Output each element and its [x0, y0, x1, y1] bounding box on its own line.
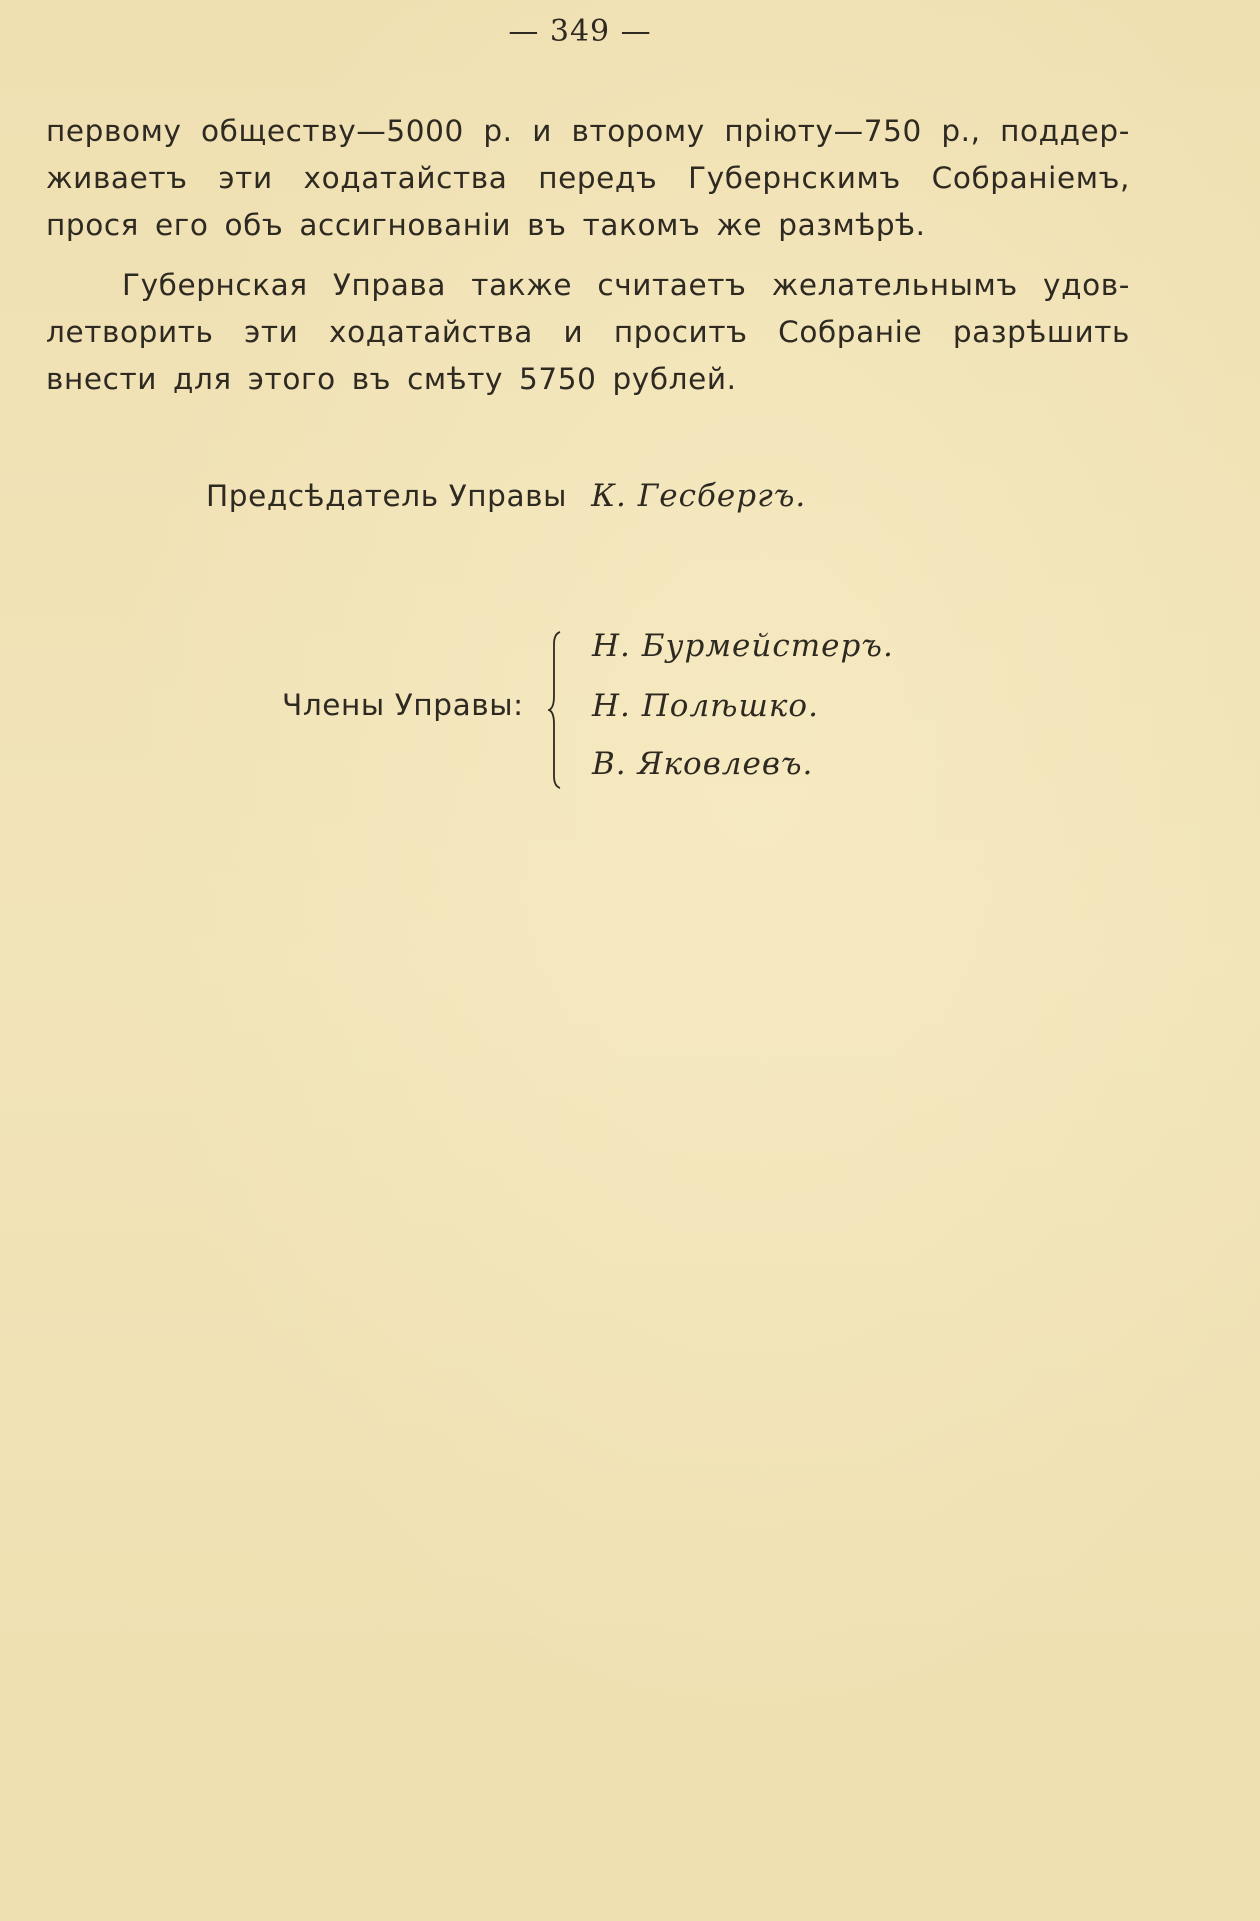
paragraph-line: внести для этого въ смѣту 5750 рублей.	[46, 362, 737, 396]
paragraph-line: первому обществу—5000 р. и второму прiюту—750 р., поддер-	[46, 114, 1130, 148]
chairman-signature-line	[206, 478, 806, 514]
paragraph-line: прося его объ ассигнованiи въ такомъ же размѣрѣ.	[46, 208, 926, 242]
member-name: Н. Полѣшко.	[592, 688, 819, 724]
curly-brace-icon	[548, 630, 564, 790]
paragraph-line: летворить эти ходатайства и проситъ Собранiе разрѣшить	[46, 315, 1130, 349]
member-name: В. Яковлевъ.	[592, 746, 814, 782]
paragraph-line: Губернская Управа также считаетъ желательнымъ удов-	[122, 268, 1130, 302]
paragraph-1	[46, 108, 1130, 249]
members-label: Члены Управы:	[282, 688, 524, 722]
member-name: Н. Бурмейстеръ.	[592, 628, 894, 664]
chairman-name: К. Гесбергъ.	[591, 478, 807, 514]
paragraph-2	[46, 262, 1130, 403]
chairman-label: Предсѣдатель Управы	[206, 479, 568, 513]
page-number: — 349 —	[508, 14, 652, 49]
paragraph-line: живаетъ эти ходатайства передъ Губернскимъ Собранiемъ,	[46, 161, 1130, 195]
